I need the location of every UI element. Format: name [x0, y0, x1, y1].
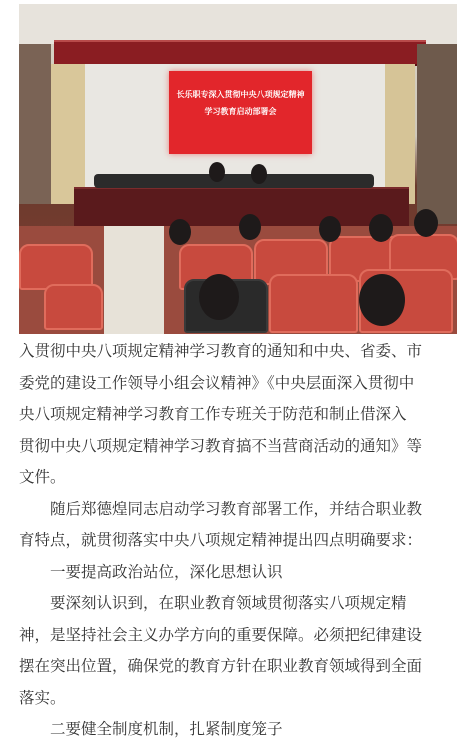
article-line: 文件。: [19, 468, 66, 486]
audience-member: [199, 274, 239, 320]
article-line: 神，是坚持社会主义办学方向的重要保障。必须把纪律建设: [19, 625, 423, 644]
article-line: 要深刻认识到，在职业教育领域贯彻落实八项规定精: [19, 594, 407, 612]
red-banner: [54, 40, 426, 66]
audience-member: [239, 214, 261, 240]
article-line: 贯彻中央八项规定精神学习教育搞不当营商活动的通知》等: [19, 436, 423, 455]
curtain-right: [417, 44, 457, 224]
pillar-left: [51, 64, 85, 204]
article-line: 入贯彻中央八项规定精神学习教育的通知和中央、省委、市: [19, 342, 423, 360]
speaker-figure: [251, 164, 267, 184]
audience-member: [359, 274, 405, 326]
screen-title: 长乐职专深入贯彻中央八项规定精神: [176, 90, 305, 99]
pillar-right: [385, 64, 415, 204]
meeting-photo: [19, 4, 457, 334]
audience-member: [369, 214, 393, 242]
curtain-left: [19, 44, 51, 204]
podium-chairs: [94, 174, 374, 188]
section-heading: 一要提高政治站位，深化思想认识: [19, 562, 283, 581]
article-line: 落实。: [19, 688, 66, 707]
aisle: [104, 226, 164, 334]
speaker-figure: [209, 162, 225, 182]
projection-screen: [169, 71, 312, 154]
audience-member: [319, 216, 341, 242]
audience-seat: [269, 274, 358, 333]
article-body: [19, 336, 465, 746]
audience-member: [414, 209, 438, 237]
article-line: 委党的建设工作领导小组会议精神》《中央层面深入贯彻中: [19, 373, 415, 392]
article-line: 育特点，就贯彻落实中央八项规定精神提出四点明确要求：: [19, 531, 423, 549]
audience-member: [169, 219, 191, 245]
article-line: 央八项规定精神学习教育工作专班关于防范和制止借深入: [19, 405, 407, 423]
article-line: 摆在突出位置，确保党的教育方针在职业教育领域得到全面: [19, 657, 423, 675]
screen-subtitle: 学习教育启动部署会: [204, 107, 277, 116]
section-heading: 二要健全制度机制，扎紧制度笼子: [19, 720, 283, 738]
article-line: 随后郑德煌同志启动学习教育部署工作，并结合职业教: [19, 499, 423, 518]
audience-seat: [44, 284, 103, 330]
ceiling: [19, 4, 457, 44]
